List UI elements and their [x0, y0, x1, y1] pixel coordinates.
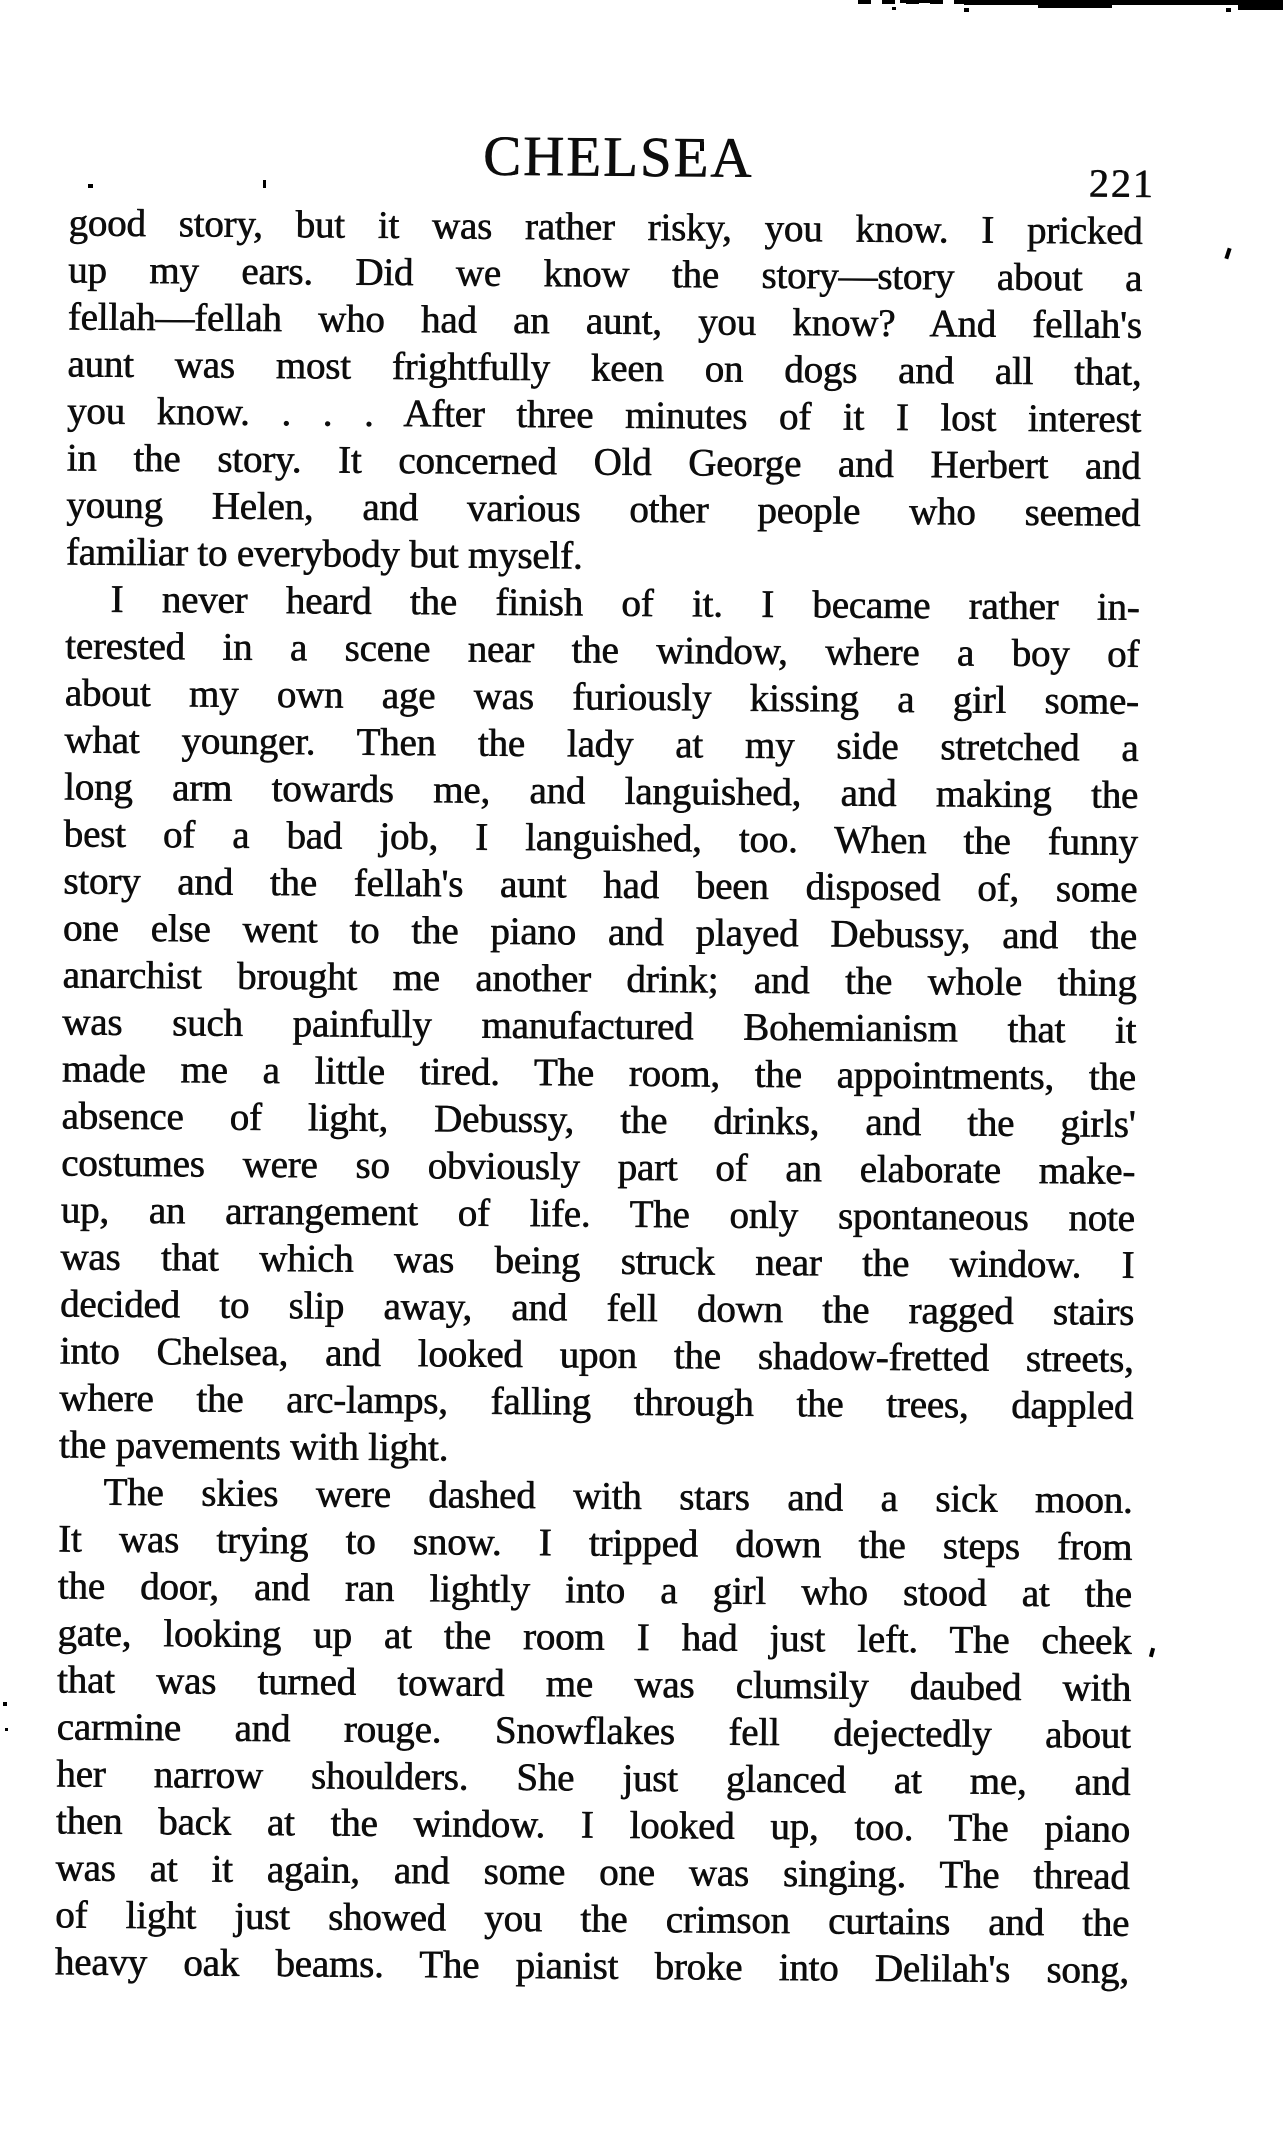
text-line: It was trying to snow. I tripped down the steps from: [58, 1517, 1133, 1569]
text-line: up my ears. Did we know the story—story about a: [68, 248, 1143, 300]
text-line: long arm towards me, and languished, and making the: [63, 765, 1139, 817]
text-line: was that which was being struck near the window. I: [60, 1235, 1135, 1287]
text-line: familiar to everybody but myself.: [65, 530, 583, 578]
text-line: story and the fellah's aunt had been disposed of, some: [63, 859, 1138, 911]
text-line: then back at the window. I looked up, too. The piano: [55, 1799, 1131, 1851]
running-title: CHELSEA: [482, 124, 754, 190]
text-line: gate, looking up at the room I had just left. The cheek: [57, 1611, 1132, 1663]
text-line: absence of light, Debussy, the drinks, and the girls': [61, 1094, 1136, 1146]
text-line: heavy oak beams. The pianist broke into Delilah's song,: [54, 1940, 1130, 1992]
text-line: good story, but it was rather risky, you know. I pricked: [68, 201, 1143, 253]
text-line: I never heard the finish of it. I became rather in-: [110, 577, 1140, 629]
text-line: you know. . . . After three minutes of it I lost interest: [66, 389, 1142, 441]
text-line: that was turned toward me was clumsily daubed with: [56, 1658, 1132, 1710]
text-block: [55, 199, 1143, 1993]
text-line: her narrow shoulders. She just glanced at me, and: [56, 1752, 1131, 1804]
paragraph: [59, 575, 1140, 1476]
text-line: in the story. It concerned Old George and Herbert and: [66, 436, 1141, 488]
text-line: fellah—fellah who had an aunt, you know? And fellah's: [67, 295, 1142, 347]
text-line: anarchist brought me another drink; and the whole thing: [62, 953, 1137, 1005]
text-line: carmine and rouge. Snowflakes fell dejectedly about: [56, 1705, 1131, 1757]
text-line: terested in a scene near the window, where a boy of: [65, 624, 1140, 676]
text-line: was at it again, and some one was singing. The thread: [55, 1846, 1130, 1898]
paragraph: [66, 199, 1143, 583]
text-line: of light just showed you the crimson curtains and the: [55, 1893, 1130, 1945]
text-line: up, an arrangement of life. The only spontaneous note: [60, 1188, 1135, 1240]
text-line: was such painfully manufactured Bohemianism that it: [62, 1000, 1137, 1052]
text-line: the door, and ran lightly into a girl who stood at the: [57, 1564, 1132, 1616]
text-line: the pavements with light.: [58, 1423, 449, 1470]
text-line: about my own age was furiously kissing a girl some-: [64, 671, 1140, 723]
text-line: what younger. Then the lady at my side stretched a: [64, 718, 1139, 770]
text-line: The skies were dashed with stars and a sick moon.: [103, 1470, 1133, 1522]
text-line: into Chelsea, and looked upon the shadow-fretted streets,: [59, 1329, 1134, 1381]
text-line: aunt was most frightfully keen on dogs and all that,: [67, 342, 1142, 394]
text-line: one else went to the piano and played Debussy, and the: [62, 906, 1138, 958]
text-line: decided to slip away, and fell down the ragged stairs: [59, 1282, 1135, 1334]
paragraph: [55, 1468, 1133, 1993]
text-line: young Helen, and various other people who seemed: [66, 483, 1141, 535]
text-line: where the arc-lamps, falling through the trees, dappled: [59, 1376, 1134, 1428]
text-line: best of a bad job, I languished, too. When the funny: [63, 812, 1138, 864]
page-number: 221: [1088, 160, 1156, 207]
text-line: costumes were so obviously part of an elaborate make-: [61, 1141, 1136, 1193]
text-line: made me a little tired. The room, the appointments, the: [61, 1047, 1137, 1099]
